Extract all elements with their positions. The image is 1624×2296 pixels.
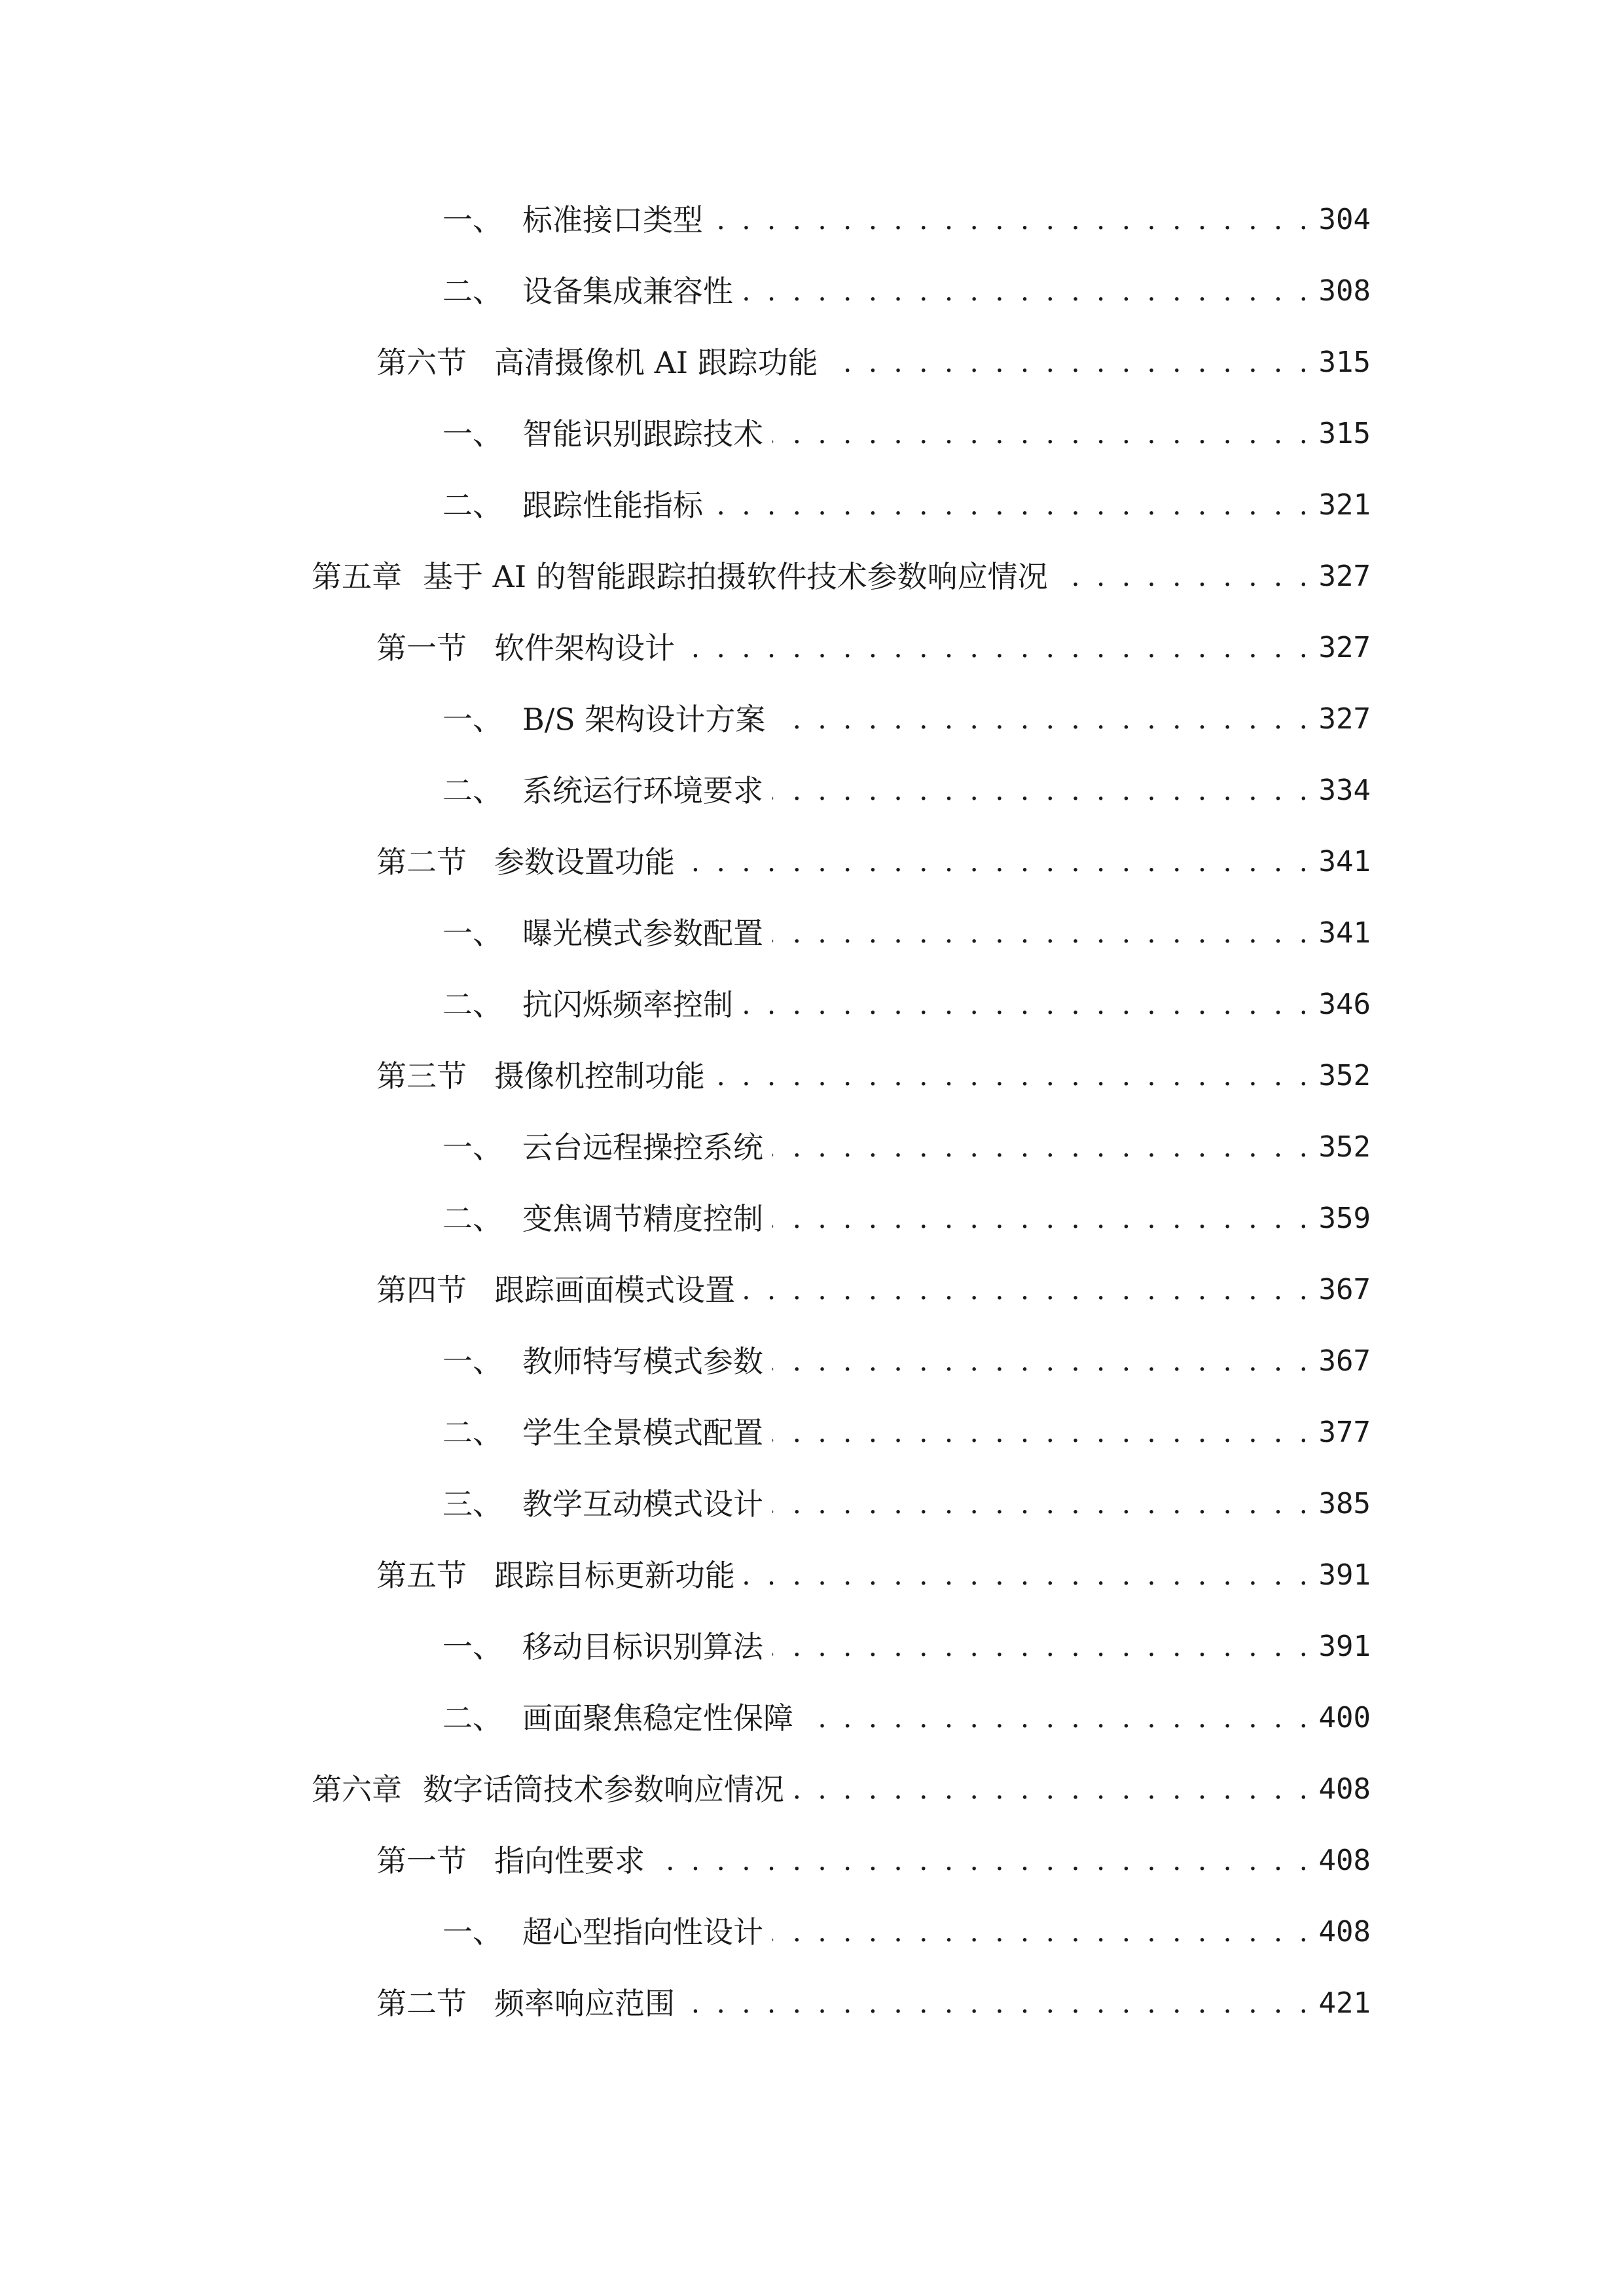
dot-leader — [684, 622, 1312, 674]
dot-leader — [772, 764, 1312, 817]
dot-leader — [1057, 550, 1312, 603]
toc-entry-title: 移动目标识别算法 — [522, 1629, 763, 1664]
toc-entry-page: 341 — [1318, 916, 1371, 950]
toc-entry-title: 学生全景模式配置 — [522, 1415, 763, 1450]
toc-entry-number: 一、 — [442, 702, 503, 737]
toc-entry-title: B/S 架构设计方案 — [522, 702, 766, 737]
dot-leader — [714, 1050, 1312, 1102]
toc-entry-number: 第一节 — [376, 1843, 467, 1878]
toc-entry-number: 一、 — [442, 416, 503, 452]
toc-entry-number: 第六节 — [376, 345, 467, 380]
toc-entry[interactable] — [312, 1763, 1371, 1816]
toc-entry-number: 第二节 — [376, 844, 467, 880]
toc-entry-page: 327 — [1318, 631, 1371, 664]
toc-entry-title: 标准接口类型 — [522, 202, 703, 238]
toc-entry-page: 315 — [1318, 417, 1371, 450]
dot-leader — [803, 1692, 1312, 1744]
toc-entry-page: 377 — [1318, 1416, 1371, 1449]
dot-leader — [684, 836, 1312, 888]
toc-entry[interactable] — [442, 1193, 1371, 1245]
toc-entry-page: 315 — [1318, 346, 1371, 379]
toc-entry-title: 软件架构设计 — [494, 630, 675, 666]
toc-entry-page: 421 — [1318, 1986, 1371, 2020]
toc-entry-number: 一、 — [442, 916, 503, 951]
toc-entry-title: 云台远程操控系统 — [522, 1130, 763, 1165]
toc-entry[interactable] — [442, 978, 1371, 1031]
toc-entry-number: 一、 — [442, 1130, 503, 1165]
toc-entry-page: 408 — [1318, 1915, 1371, 1948]
toc-entry-number: 一、 — [442, 1344, 503, 1379]
toc-entry-page: 352 — [1318, 1130, 1371, 1164]
toc-entry[interactable] — [312, 550, 1371, 603]
dot-leader — [772, 1335, 1312, 1388]
toc-entry-number: 一、 — [442, 202, 503, 238]
toc-entry-number: 二、 — [442, 274, 503, 309]
toc-entry-page: 346 — [1318, 988, 1371, 1021]
toc-entry-page: 304 — [1318, 203, 1371, 236]
dot-leader — [772, 1193, 1312, 1245]
toc-entry-page: 327 — [1318, 702, 1371, 736]
dot-leader — [772, 408, 1312, 460]
toc-entry[interactable] — [376, 1835, 1371, 1887]
toc-entry-page: 341 — [1318, 845, 1371, 878]
toc-entry-page: 321 — [1318, 488, 1371, 522]
toc-entry-title: 教学互动模式设计 — [522, 1486, 763, 1522]
toc-entry-number: 二、 — [442, 773, 503, 808]
toc-entry-number: 第三节 — [376, 1058, 467, 1094]
toc-entry-title: 跟踪目标更新功能 — [494, 1558, 735, 1593]
toc-entry[interactable] — [442, 1478, 1371, 1530]
toc-entry[interactable] — [442, 1407, 1371, 1459]
toc-entry[interactable] — [376, 622, 1371, 674]
toc-entry-number: 二、 — [442, 488, 503, 523]
toc-entry[interactable] — [442, 194, 1371, 246]
toc-entry-page: 408 — [1318, 1844, 1371, 1877]
toc-entry[interactable] — [376, 336, 1371, 389]
toc-entry-title: 教师特写模式参数 — [522, 1344, 763, 1379]
toc-entry-number: 二、 — [442, 1700, 503, 1736]
dot-leader — [774, 693, 1312, 745]
toc-entry-number: 一、 — [442, 1629, 503, 1664]
toc-entry[interactable] — [442, 764, 1371, 817]
toc-entry-title: 画面聚焦稳定性保障 — [522, 1700, 793, 1736]
toc-entry-number: 第四节 — [376, 1272, 467, 1308]
toc-entry-page: 400 — [1318, 1701, 1371, 1734]
toc-entry-title: 抗闪烁频率控制 — [522, 987, 733, 1022]
toc-entry-page: 327 — [1318, 560, 1371, 593]
toc-entry-title: 参数设置功能 — [494, 844, 675, 880]
toc-entry[interactable] — [376, 836, 1371, 888]
dot-leader — [772, 1621, 1312, 1673]
toc-entry-number: 第六章 — [312, 1772, 402, 1807]
toc-entry-title: 系统运行环境要求 — [522, 773, 763, 808]
toc-entry-title: 频率响应范围 — [494, 1986, 675, 2021]
toc-entry[interactable] — [442, 1906, 1371, 1958]
toc-entry-number: 第五节 — [376, 1558, 467, 1593]
toc-entry[interactable] — [442, 1121, 1371, 1174]
toc-entry-title: 指向性要求 — [494, 1843, 645, 1878]
toc-entry-title: 曝光模式参数配置 — [522, 916, 763, 951]
dot-leader — [827, 336, 1312, 389]
dot-leader — [772, 907, 1312, 960]
dot-leader — [772, 1478, 1312, 1530]
dot-leader — [793, 1763, 1312, 1816]
toc-entry[interactable] — [442, 693, 1371, 745]
toc-entry[interactable] — [442, 265, 1371, 317]
toc-entry-title: 摄像机控制功能 — [494, 1058, 705, 1094]
toc-entry-page: 334 — [1318, 774, 1371, 807]
toc-entry[interactable] — [442, 1621, 1371, 1673]
toc-entry-page: 391 — [1318, 1558, 1371, 1592]
dot-leader — [684, 1977, 1312, 2030]
dot-leader — [772, 1906, 1312, 1958]
toc-entry-title: 跟踪性能指标 — [522, 488, 703, 523]
toc-entry-page: 352 — [1318, 1059, 1371, 1092]
dot-leader — [744, 1264, 1312, 1316]
dot-leader — [772, 1121, 1312, 1174]
toc-entry-page: 391 — [1318, 1630, 1371, 1663]
toc-entry-title: 基于 AI 的智能跟踪拍摄软件技术参数响应情况 — [423, 559, 1048, 594]
toc-entry-number: 三、 — [442, 1486, 503, 1522]
dot-leader — [744, 1549, 1312, 1602]
toc-entry-number: 一、 — [442, 1914, 503, 1950]
dot-leader — [742, 265, 1312, 317]
toc-entry-title: 数字话筒技术参数响应情况 — [423, 1772, 784, 1807]
toc-entry-number: 二、 — [442, 1415, 503, 1450]
toc-entry[interactable] — [442, 408, 1371, 460]
toc-entry-title: 超心型指向性设计 — [522, 1914, 763, 1950]
toc-entry-number: 第二节 — [376, 1986, 467, 2021]
toc-entry[interactable] — [376, 1264, 1371, 1316]
dot-leader — [742, 978, 1312, 1031]
toc-entry[interactable] — [442, 1692, 1371, 1744]
toc-entry-page: 408 — [1318, 1772, 1371, 1806]
toc-entry-title: 变焦调节精度控制 — [522, 1201, 763, 1236]
toc-entry-title: 高清摄像机 AI 跟踪功能 — [494, 345, 818, 380]
toc-entry[interactable] — [376, 1977, 1371, 2030]
toc-entry-number: 第一节 — [376, 630, 467, 666]
dot-leader — [712, 479, 1312, 531]
dot-leader — [654, 1835, 1312, 1887]
toc-entry-title: 跟踪画面模式设置 — [494, 1272, 735, 1308]
toc-entry[interactable] — [376, 1050, 1371, 1102]
toc-entry-page: 367 — [1318, 1344, 1371, 1378]
toc-entry-page: 359 — [1318, 1202, 1371, 1235]
dot-leader — [712, 194, 1312, 246]
dot-leader — [772, 1407, 1312, 1459]
toc-entry-page: 367 — [1318, 1273, 1371, 1306]
toc-entry-title: 智能识别跟踪技术 — [522, 416, 763, 452]
toc-entry-number: 第五章 — [312, 559, 402, 594]
toc-entry[interactable] — [376, 1549, 1371, 1602]
toc-entry-number: 二、 — [442, 987, 503, 1022]
toc-entry-title: 设备集成兼容性 — [522, 274, 733, 309]
toc-entry-page: 308 — [1318, 274, 1371, 308]
toc-entry-page: 385 — [1318, 1487, 1371, 1520]
toc-entry[interactable] — [442, 907, 1371, 960]
toc-entry[interactable] — [442, 1335, 1371, 1388]
toc-entry-number: 二、 — [442, 1201, 503, 1236]
toc-entry[interactable] — [442, 479, 1371, 531]
